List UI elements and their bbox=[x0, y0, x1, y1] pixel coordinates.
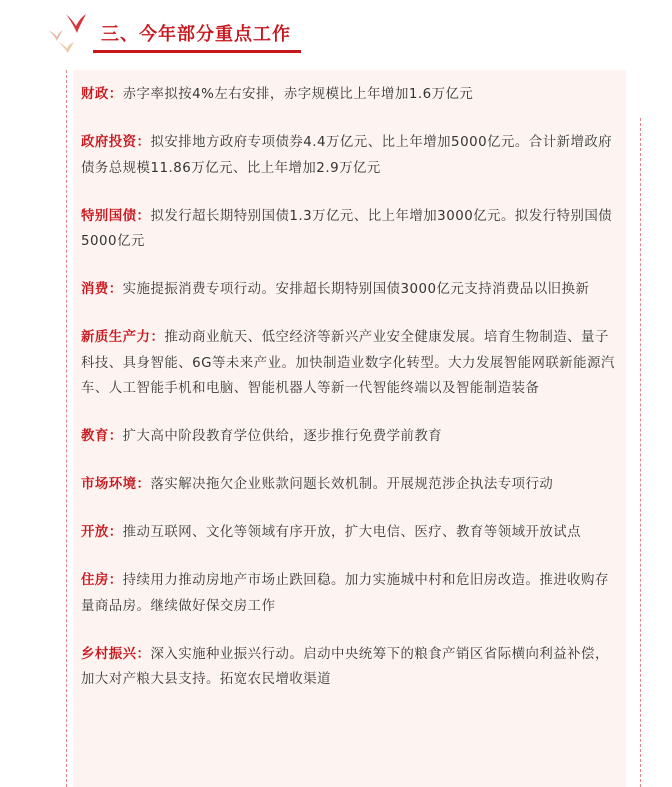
section-title: 三、今年部分重点工作 bbox=[101, 24, 291, 45]
list-item-market-environment bbox=[81, 472, 615, 498]
item-text: 扩大高中阶段教育学位供给，逐步推行免费学前教育 bbox=[122, 429, 443, 444]
list-item-finance bbox=[81, 82, 615, 108]
list-item-housing bbox=[81, 568, 615, 619]
list-item-consumption bbox=[81, 277, 615, 303]
item-label: 开放： bbox=[81, 525, 123, 540]
section-header bbox=[0, 0, 672, 60]
item-label: 新质生产力： bbox=[81, 330, 165, 345]
list-item-opening-up bbox=[81, 520, 615, 546]
item-label: 政府投资： bbox=[81, 135, 151, 150]
item-text: 赤字率拟按4%左右安排，赤字规模比上年增加1.6万亿元 bbox=[122, 87, 474, 102]
right-dashed-border bbox=[640, 118, 641, 787]
item-text: 拟安排地方政府专项债券4.4万亿元、比上年增加5000亿元。合计新增政府债务总规模11.86万亿元、比上年增加2.9万亿元 bbox=[81, 135, 613, 176]
item-label: 住房： bbox=[81, 573, 123, 588]
item-text: 持续用力推动房地产市场止跌回稳。加力实施城中村和危旧房改造。推进收购存量商品房。继续做好保交房工作 bbox=[81, 573, 609, 614]
item-text: 深入实施种业振兴行动。启动中央统筹下的粮食产销区省际横向利益补偿，加大对产粮大县支持。拓宽农民增收渠道 bbox=[81, 646, 609, 687]
item-label: 乡村振兴： bbox=[81, 646, 151, 662]
flying-birds-icon bbox=[46, 8, 90, 54]
left-dashed-border bbox=[66, 70, 67, 787]
item-label: 市场环境： bbox=[81, 477, 151, 492]
item-text: 拟发行超长期特别国债1.3万亿元、比上年增加3000亿元。拟发行特别国债5000亿元 bbox=[81, 208, 613, 249]
list-item-education bbox=[81, 424, 615, 450]
list-item-government-investment bbox=[81, 130, 615, 181]
item-label: 财政： bbox=[81, 87, 123, 102]
item-text: 落实解决拖欠企业账款问题长效机制。开展规范涉企执法专项行动 bbox=[150, 477, 554, 492]
list-item-rural-revitalization bbox=[81, 642, 615, 693]
list-item-special-bonds bbox=[81, 204, 615, 255]
list-item-new-productivity bbox=[81, 325, 615, 402]
item-text: 实施提振消费专项行动。安排超长期特别国债3000亿元支持消费品以旧换新 bbox=[122, 282, 590, 297]
item-label: 特别国债： bbox=[81, 208, 151, 224]
item-text: 推动互联网、文化等领域有序开放，扩大电信、医疗、教育等领域开放试点 bbox=[122, 525, 582, 540]
item-label: 教育： bbox=[81, 429, 123, 444]
key-work-list bbox=[81, 82, 615, 715]
title-underline bbox=[93, 50, 301, 53]
item-label: 消费： bbox=[81, 282, 123, 297]
item-text: 推动商业航天、低空经济等新兴产业安全健康发展。培育生物制造、量子科技、具身智能、6G等未来产业。加快制造业数字化转型。大力发展智能网联新能源汽车、人工智能手机和电脑、智能机器人等新一代智能终端以及智能制造装备 bbox=[81, 330, 615, 396]
